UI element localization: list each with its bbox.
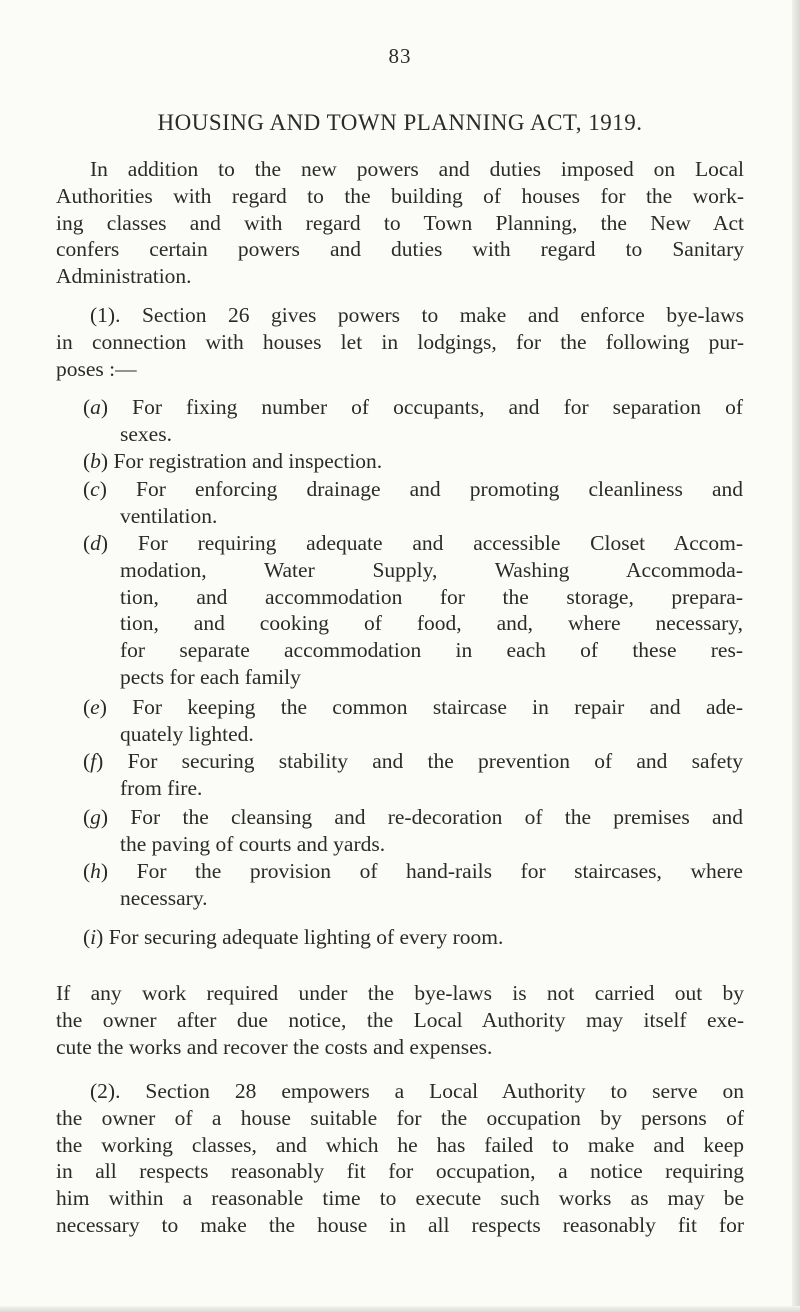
item-letter: e [90, 695, 100, 719]
item-first-line: (b) For registration and inspection. [83, 449, 383, 473]
item-text: For securing stability and the prevention of and safety [127, 749, 743, 773]
item-continuation: from fire. [120, 775, 203, 800]
item-letter: h [90, 859, 101, 883]
page-edge [792, 0, 800, 1312]
item-first-line: (d) For requiring adequate and accessible Closet Accom- [83, 531, 743, 555]
text-line: in all respects reasonably fit for occupation, a notice requiring [56, 1159, 744, 1184]
text-line: Authorities with regard to the building of houses for the work- [56, 183, 744, 208]
page-title: HOUSING AND TOWN PLANNING ACT, 1919. [157, 110, 643, 135]
item-letter: g [90, 805, 101, 829]
page-number: 83 [388, 44, 412, 68]
item-first-line: (e) For keeping the common staircase in repair and ade- [83, 695, 743, 719]
item-letter: c [90, 477, 100, 501]
list-item-d [83, 530, 743, 691]
text-line: ing classes and with regard to Town Planning, the New Act [56, 210, 744, 235]
item-first-line: (f) For securing stability and the prevention of and safety [83, 749, 743, 773]
text-line: In addition to the new powers and duties imposed on Local [90, 157, 744, 181]
item-continuation: for separate accommodation in each of these res- [120, 638, 743, 663]
text-line: necessary to make the house in all respects reasonably fit for [56, 1212, 744, 1237]
item-continuation: sexes. [120, 421, 172, 446]
list-item-g [83, 804, 743, 858]
item-continuation: the paving of courts and yards. [120, 831, 386, 856]
intro-paragraph [56, 156, 744, 290]
text-line: poses :— [56, 356, 137, 381]
text-line: confers certain powers and duties with regard to Sanitary [56, 237, 744, 262]
item-text: For the provision of hand-rails for staircases, where [136, 859, 743, 883]
item-continuation: necessary. [120, 885, 208, 910]
list-item-c [83, 476, 743, 530]
list-item-a [83, 394, 743, 448]
text-line: If any work required under the bye-laws is not carried out by [56, 981, 744, 1005]
item-letter: i [90, 925, 97, 949]
list-item-e [83, 694, 743, 748]
page-bottom-edge [0, 1306, 800, 1312]
item-text: For registration and inspection. [113, 449, 383, 473]
item-first-line: (h) For the provision of hand-rails for staircases, where [83, 859, 743, 883]
item-letter: d [90, 531, 101, 555]
text-line: the working classes, and which he has failed to make and keep [56, 1132, 744, 1157]
item-first-line: (g) For the cleansing and re-decoration of the premises and [83, 805, 743, 829]
item-first-line: (i) For securing adequate lighting of every room. [83, 925, 504, 949]
list-item-f [83, 748, 743, 802]
text-line: (1). Section 26 gives powers to make and enforce bye-laws [90, 303, 744, 327]
item-text: For requiring adequate and accessible Closet Accom- [137, 531, 743, 555]
text-line: the owner after due notice, the Local Authority may itself exe- [56, 1007, 744, 1032]
item-continuation: tion, and cooking of food, and, where necessary, [120, 611, 743, 636]
text-line: cute the works and recover the costs and expenses. [56, 1034, 493, 1059]
section-2-paragraph [56, 1078, 744, 1239]
item-letter: b [90, 449, 101, 473]
text-line: him within a reasonable time to execute such works as may be [56, 1186, 744, 1211]
list-item-h [83, 858, 743, 912]
item-continuation: modation, Water Supply, Washing Accommoda- [120, 557, 743, 582]
text-line: (2). Section 28 empowers a Local Authority to serve on [90, 1079, 744, 1103]
text-line: in connection with houses let in lodgings, for the following pur- [56, 329, 744, 354]
item-first-line: (a) For fixing number of occupants, and for separation of [83, 395, 743, 419]
item-text: For securing adequate lighting of every room. [108, 925, 504, 949]
item-text: For keeping the common staircase in repair and ade- [132, 695, 743, 719]
list-item-i [83, 924, 743, 951]
item-continuation: quately lighted. [120, 721, 254, 746]
item-letter: f [90, 749, 97, 773]
item-text: For enforcing drainage and promoting cleanliness and [136, 477, 743, 501]
item-continuation: tion, and accommodation for the storage, prepara- [120, 584, 743, 609]
works-paragraph [56, 980, 744, 1060]
text-line: the owner of a house suitable for the occupation by persons of [56, 1105, 744, 1130]
section-1-paragraph [56, 302, 744, 382]
item-continuation: pects for each family [120, 664, 301, 689]
item-first-line: (c) For enforcing drainage and promoting cleanliness and [83, 477, 743, 501]
list-item-b [83, 448, 743, 475]
item-letter: a [90, 395, 101, 419]
item-continuation: ventilation. [120, 503, 218, 528]
text-line: Administration. [56, 264, 192, 289]
item-text: For the cleansing and re-decoration of the premises and [130, 805, 743, 829]
item-text: For fixing number of occupants, and for separation of [132, 395, 743, 419]
